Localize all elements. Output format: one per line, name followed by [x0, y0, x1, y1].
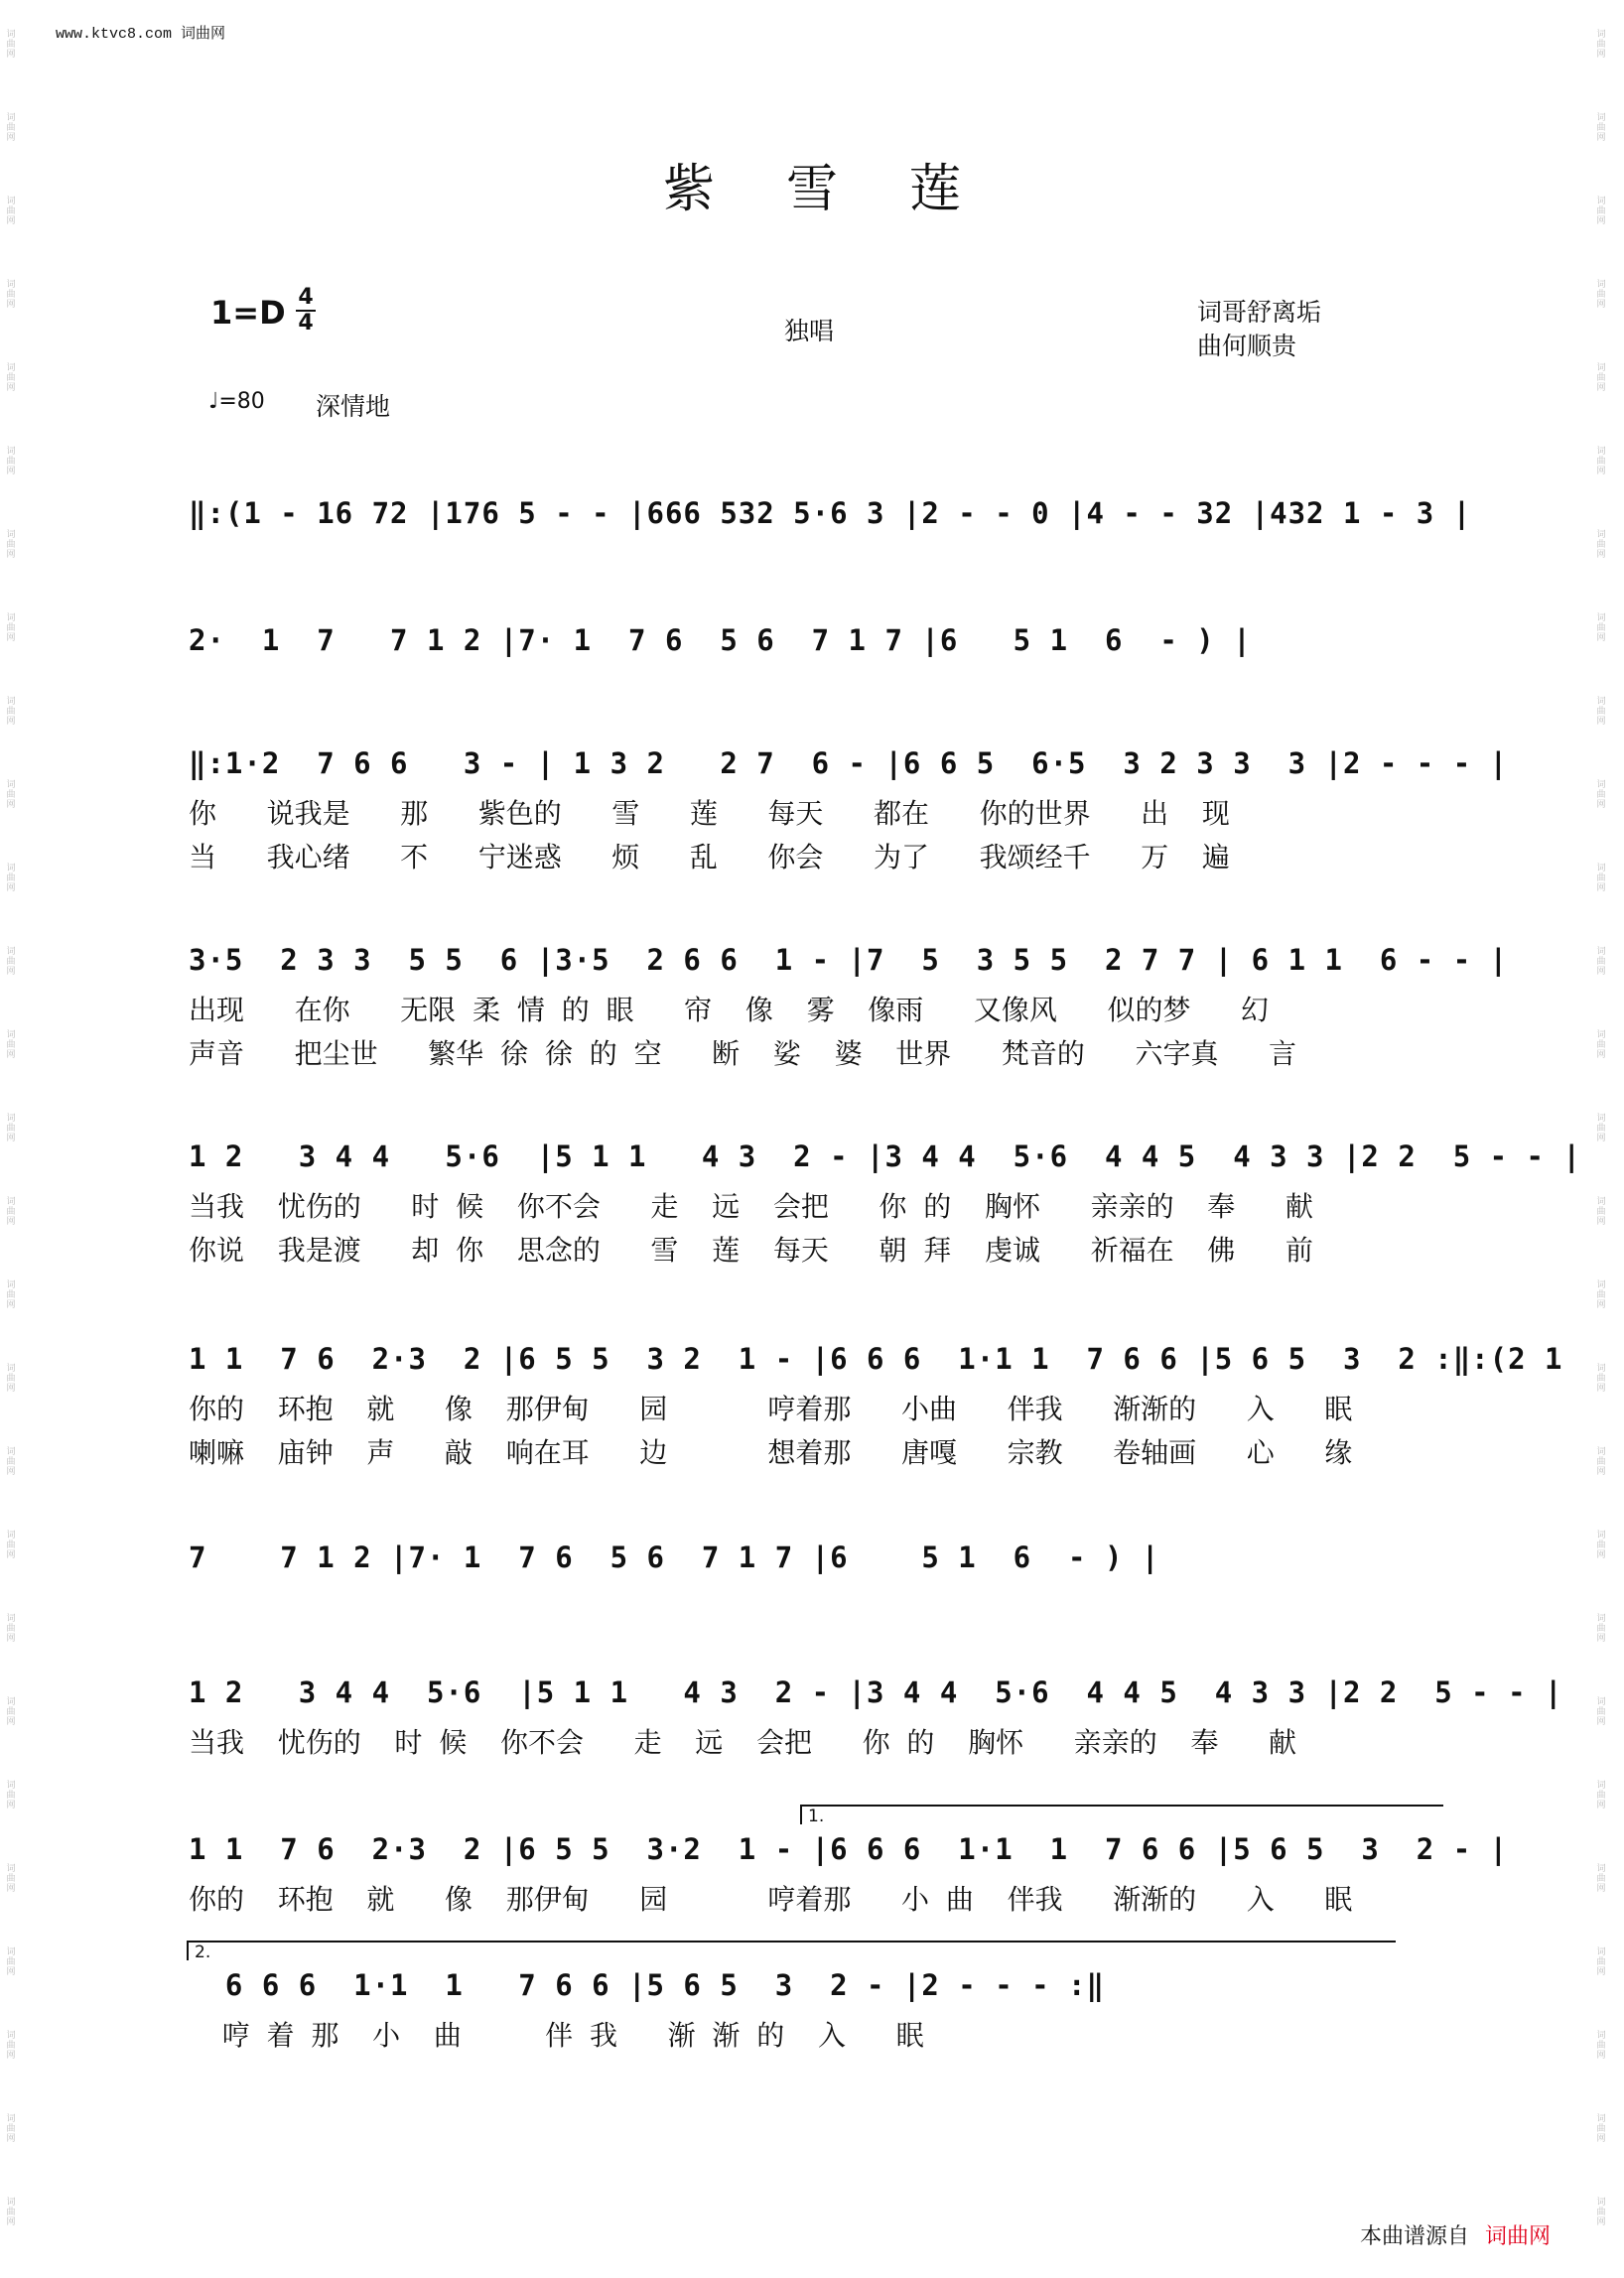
lyric-line: 喇嘛 庙钟 声 敲 响在耳 边 想着那 唐嘎 宗教 卷轴画 心 缘 — [189, 1436, 1353, 1469]
footer-brand[interactable]: 词曲网 — [1485, 2224, 1552, 2249]
footer-source-label: 本曲谱源自 — [1360, 2224, 1470, 2249]
watermark-text: 词曲网 — [6, 1781, 16, 1810]
notation-line: ‖:1·2 7 6 6 3 - | 1 3 2 2 7 6 - |6 6 5 6·5 3 2 3 3 3 |2 - - - | — [189, 746, 1509, 780]
watermark-text: 词曲网 — [6, 197, 16, 226]
watermark-text: 词曲网 — [6, 280, 16, 310]
watermark-text: 词曲网 — [6, 864, 16, 893]
watermark-text: 词曲网 — [1596, 447, 1606, 476]
lyric-line: 哼 着 那 小 曲 伴 我 渐 渐 的 入 眠 — [189, 2019, 924, 2052]
time-signature — [296, 286, 316, 335]
watermark-text: 词曲网 — [1596, 1697, 1606, 1727]
watermark-text: 词曲网 — [1596, 1447, 1606, 1477]
lyric-line: 你的 环抱 就 像 那伊甸 园 哼着那 小曲 伴我 渐渐的 入 眠 — [189, 1393, 1353, 1425]
watermark-text: 词曲网 — [1596, 1114, 1606, 1143]
watermark-text: 词曲网 — [6, 113, 16, 143]
watermark-text: 词曲网 — [6, 2114, 16, 2144]
notation-line: 1 1 7 6 2·3 2 |6 5 5 3 2 1 - |6 6 6 1·1 1 7 6 6 |5 6 5 3 2 :‖:(2 1 — [189, 1342, 1563, 1376]
watermark-text: 词曲网 — [6, 1531, 16, 1560]
watermark-text: 词曲网 — [1596, 2198, 1606, 2227]
watermark-text: 词曲网 — [6, 2198, 16, 2227]
lyric-line: 声音 把尘世 繁华 徐 徐 的 空 断 娑 婆 世界 梵音的 六字真 言 — [189, 1037, 1297, 1070]
watermark-text: 词曲网 — [1596, 363, 1606, 393]
watermark-text: 词曲网 — [6, 1197, 16, 1227]
lyric-line: 你说 我是渡 却 你 思念的 雪 莲 每天 朝 拜 虔诚 祈福在 佛 前 — [189, 1234, 1313, 1267]
notation-line: 2· 1 7 7 1 2 |7· 1 7 6 5 6 7 1 7 |6 5 1 6 - ) | — [189, 623, 1252, 657]
watermark-text: 词曲网 — [1596, 1947, 1606, 1977]
watermark-text: 词曲网 — [6, 30, 16, 60]
watermark-text: 词曲网 — [1596, 2114, 1606, 2144]
watermark-text: 词曲网 — [1596, 113, 1606, 143]
expression-marking: 深情地 — [316, 392, 391, 421]
watermark-text: 词曲网 — [1596, 2031, 1606, 2061]
watermark-text: 词曲网 — [1596, 1280, 1606, 1310]
lyric-line: 当我 忧伤的 时 候 你不会 走 远 会把 你 的 胸怀 亲亲的 奉 献 — [189, 1726, 1297, 1759]
watermark-text: 词曲网 — [1596, 1531, 1606, 1560]
watermark-text: 词曲网 — [1596, 30, 1606, 60]
notation-line: 7 7 1 2 |7· 1 7 6 5 6 7 1 7 |6 5 1 6 - ) | — [189, 1541, 1160, 1574]
watermark-text: 词曲网 — [6, 780, 16, 810]
watermark-text: 词曲网 — [6, 697, 16, 727]
watermark-text: 词曲网 — [1596, 1030, 1606, 1060]
watermark-text: 词曲网 — [1596, 1781, 1606, 1810]
watermark-text: 词曲网 — [1596, 530, 1606, 560]
notation-line: 3·5 2 3 3 5 5 6 |3·5 2 6 6 1 - |7 5 3 5 5 2 7 7 | 6 1 1 6 - - | — [189, 943, 1509, 977]
watermark-text: 词曲网 — [1596, 1614, 1606, 1644]
watermark-text: 词曲网 — [6, 613, 16, 643]
notation-line: ‖:(1 - 16 72 |176 5 - - |666 532 5·6 3 |2 - - 0 |4 - - 32 |432 1 - 3 | — [189, 496, 1472, 530]
song-title: 紫雪莲 — [662, 160, 1032, 219]
volta-bracket — [800, 1805, 1443, 1824]
volta-label: 2. — [195, 1943, 211, 1962]
watermark-text: 词曲网 — [6, 1614, 16, 1644]
lyric-line: 当 我心绪 不 宁迷惑 烦 乱 你会 为了 我颂经千 万 遍 — [189, 841, 1230, 873]
watermark-text: 词曲网 — [1596, 947, 1606, 977]
volta-bracket — [187, 1941, 1396, 1960]
watermark-text: 词曲网 — [6, 1697, 16, 1727]
watermark-text: 词曲网 — [6, 363, 16, 393]
lyric-line: 你 说我是 那 紫色的 雪 莲 每天 都在 你的世界 出 现 — [189, 797, 1230, 830]
watermark-text: 词曲网 — [1596, 697, 1606, 727]
watermark-text: 词曲网 — [1596, 613, 1606, 643]
watermark-text: 词曲网 — [1596, 864, 1606, 893]
watermark-text: 词曲网 — [6, 1114, 16, 1143]
watermark-text: 词曲网 — [6, 1864, 16, 1894]
footer-source — [1360, 2219, 1551, 2250]
time-signature-bottom: 4 — [298, 311, 314, 335]
left-watermark-strip — [4, 0, 18, 2278]
watermark-text: 词曲网 — [6, 447, 16, 476]
watermark-text: 词曲网 — [6, 1947, 16, 1977]
notation-line: 1 2 3 4 4 5·6 |5 1 1 4 3 2 - |3 4 4 5·6 4 4 5 4 3 3 |2 2 5 - - | — [189, 1675, 1563, 1709]
notation-line: 6 6 6 1·1 1 7 6 6 |5 6 5 3 2 - |2 - - - :‖ — [189, 1968, 1105, 2002]
watermark-text: 词曲网 — [1596, 197, 1606, 226]
performance-type: 独唱 — [784, 317, 835, 345]
watermark-text: 词曲网 — [1596, 1364, 1606, 1394]
lyric-line: 出现 在你 无限 柔 情 的 眼 帘 像 雾 像雨 又像风 似的梦 幻 — [189, 994, 1270, 1026]
watermark-text: 词曲网 — [6, 947, 16, 977]
watermark-text: 词曲网 — [6, 1030, 16, 1060]
lyricist: 词哥舒离垢 — [1197, 298, 1322, 327]
site-url[interactable]: www.ktvc8.com 词曲网 — [56, 26, 226, 43]
lyric-line: 当我 忧伤的 时 候 你不会 走 远 会把 你 的 胸怀 亲亲的 奉 献 — [189, 1190, 1313, 1223]
watermark-text: 词曲网 — [1596, 280, 1606, 310]
lyric-line: 你的 环抱 就 像 那伊甸 园 哼着那 小 曲 伴我 渐渐的 入 眠 — [189, 1883, 1353, 1916]
watermark-text: 词曲网 — [6, 1280, 16, 1310]
watermark-text: 词曲网 — [1596, 1864, 1606, 1894]
right-watermark-strip — [1594, 0, 1608, 2278]
notation-line: 1 2 3 4 4 5·6 |5 1 1 4 3 2 - |3 4 4 5·6 4 4 5 4 3 3 |2 2 5 - - | — [189, 1139, 1581, 1173]
composer: 曲何顺贵 — [1197, 332, 1297, 360]
tempo-marking: ♩=80 — [208, 389, 265, 414]
notation-line: 1 1 7 6 2·3 2 |6 5 5 3·2 1 - |6 6 6 1·1 1 7 6 6 |5 6 5 3 2 - | — [189, 1832, 1509, 1866]
watermark-text: 词曲网 — [6, 2031, 16, 2061]
watermark-text: 词曲网 — [6, 1364, 16, 1394]
watermark-text: 词曲网 — [6, 1447, 16, 1477]
credits — [1197, 296, 1321, 363]
time-signature-top: 4 — [298, 285, 314, 310]
watermark-text: 词曲网 — [1596, 780, 1606, 810]
volta-label: 1. — [808, 1807, 825, 1826]
key-signature: 1=D — [210, 294, 286, 332]
watermark-text: 词曲网 — [6, 530, 16, 560]
watermark-text: 词曲网 — [1596, 1197, 1606, 1227]
